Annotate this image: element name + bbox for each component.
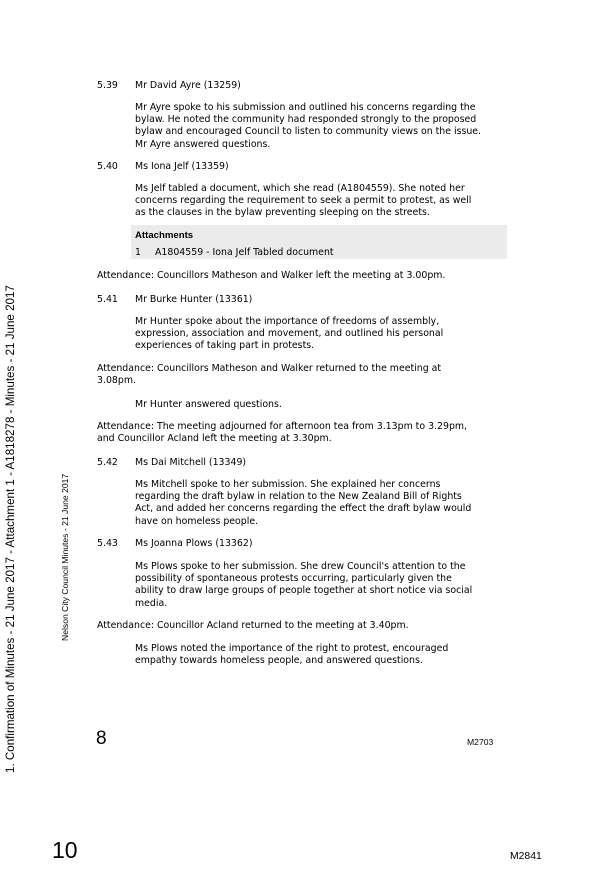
- item-number: 5.41: [97, 294, 118, 305]
- attendance-line: and Councillor Acland left the meeting at 3.30pm.: [97, 433, 332, 445]
- paragraph-line: bylaw and encouraged Council to listen to community views on the issue.: [135, 126, 482, 138]
- item-heading: Ms Iona Jelf (13359): [135, 161, 229, 172]
- item-heading: Mr David Ayre (13259): [135, 80, 241, 91]
- attendance-line: 3.08pm.: [97, 375, 136, 387]
- inner-document-code: M2703: [467, 737, 494, 747]
- paragraph-line: ability to draw large groups of people together at short notice via social: [135, 585, 473, 597]
- item-number: 5.43: [97, 538, 118, 549]
- attendance-note: [97, 363, 441, 387]
- item-heading: Ms Joanna Plows (13362): [135, 538, 253, 549]
- item-number: 5.40: [97, 161, 118, 172]
- attachments-box: [131, 225, 507, 259]
- paragraph-line: Mr Ayre spoke to his submission and outlined his concerns regarding the: [135, 102, 476, 113]
- outer-page-number: 10: [52, 837, 78, 863]
- attendance-note: [97, 270, 445, 282]
- item-paragraph: [135, 399, 282, 411]
- item-number: 5.39: [97, 80, 118, 91]
- paragraph-line: bylaw. He noted the community had responded strongly to the proposed: [135, 114, 477, 126]
- paragraph-line: Act, and added her concerns regarding the effect the draft bylaw would: [135, 503, 472, 515]
- item-paragraph: [135, 561, 472, 610]
- item-paragraph: [135, 643, 448, 667]
- paragraph-line: media.: [135, 597, 168, 609]
- attendance-line: Attendance: Councillors Matheson and Walker left the meeting at 3.00pm.: [97, 270, 446, 281]
- attachments-title: Attachments: [135, 230, 194, 241]
- outer-document-code: M2841: [510, 851, 542, 862]
- attendance-note: [97, 620, 409, 632]
- paragraph-line: experiences of taking part in protests.: [135, 340, 315, 352]
- inner-side-caption: Nelson City Council Minutes - 21 June 2017: [60, 473, 70, 641]
- paragraph-line: Mr Hunter answered questions.: [135, 399, 282, 410]
- item-heading: Ms Dai Mitchell (13349): [135, 457, 247, 468]
- paragraph-line: empathy towards homeless people, and answered questions.: [135, 655, 423, 667]
- attachment-index: 1: [135, 247, 141, 258]
- attendance-note: [97, 421, 467, 445]
- paragraph-line: Ms Plows noted the importance of the right to protest, encouraged: [135, 643, 449, 654]
- item-paragraph: [135, 479, 471, 528]
- item-paragraph: [135, 183, 471, 220]
- paragraph-line: Ms Jelf tabled a document, which she read (A1804559). She noted her: [135, 183, 465, 194]
- attendance-line: Attendance: The meeting adjourned for afternoon tea from 3.13pm to 3.29pm,: [97, 421, 468, 432]
- outer-side-caption: 1. Confirmation of Minutes - 21 June 2017 - Attachment 1 - A1818278 - Minutes - 21 June 2017: [4, 285, 17, 773]
- paragraph-line: as the clauses in the bylaw preventing sleeping on the streets.: [135, 207, 430, 219]
- paragraph-line: Ms Plows spoke to her submission. She drew Council's attention to the: [135, 561, 466, 572]
- paragraph-line: regarding the draft bylaw in relation to the New Zealand Bill of Rights: [135, 491, 462, 503]
- paragraph-line: Mr Hunter spoke about the importance of freedoms of assembly,: [135, 316, 440, 327]
- inner-page-number: 8: [96, 728, 107, 749]
- item-paragraph: [135, 102, 481, 151]
- attachment-link[interactable]: A1804559 - Iona Jelf Tabled document: [155, 247, 334, 258]
- paragraph-line: Ms Mitchell spoke to her submission. She explained her concerns: [135, 479, 441, 490]
- paragraph-line: expression, association and movement, and outlined his personal: [135, 328, 444, 340]
- attendance-line: Attendance: Councillors Matheson and Walker returned to the meeting at: [97, 363, 442, 374]
- paragraph-line: concerns regarding the requirement to seek a permit to protest, as well: [135, 195, 472, 207]
- item-heading: Mr Burke Hunter (13361): [135, 294, 253, 305]
- item-paragraph: [135, 316, 443, 353]
- attendance-line: Attendance: Councillor Acland returned to the meeting at 3.40pm.: [97, 620, 409, 631]
- attachment-item: [135, 247, 334, 258]
- paragraph-line: Mr Ayre answered questions.: [135, 138, 271, 150]
- paragraph-line: possibility of spontaneous protests occurring, particularly given the: [135, 573, 452, 585]
- paragraph-line: have on homeless people.: [135, 515, 259, 527]
- item-number: 5.42: [97, 457, 118, 468]
